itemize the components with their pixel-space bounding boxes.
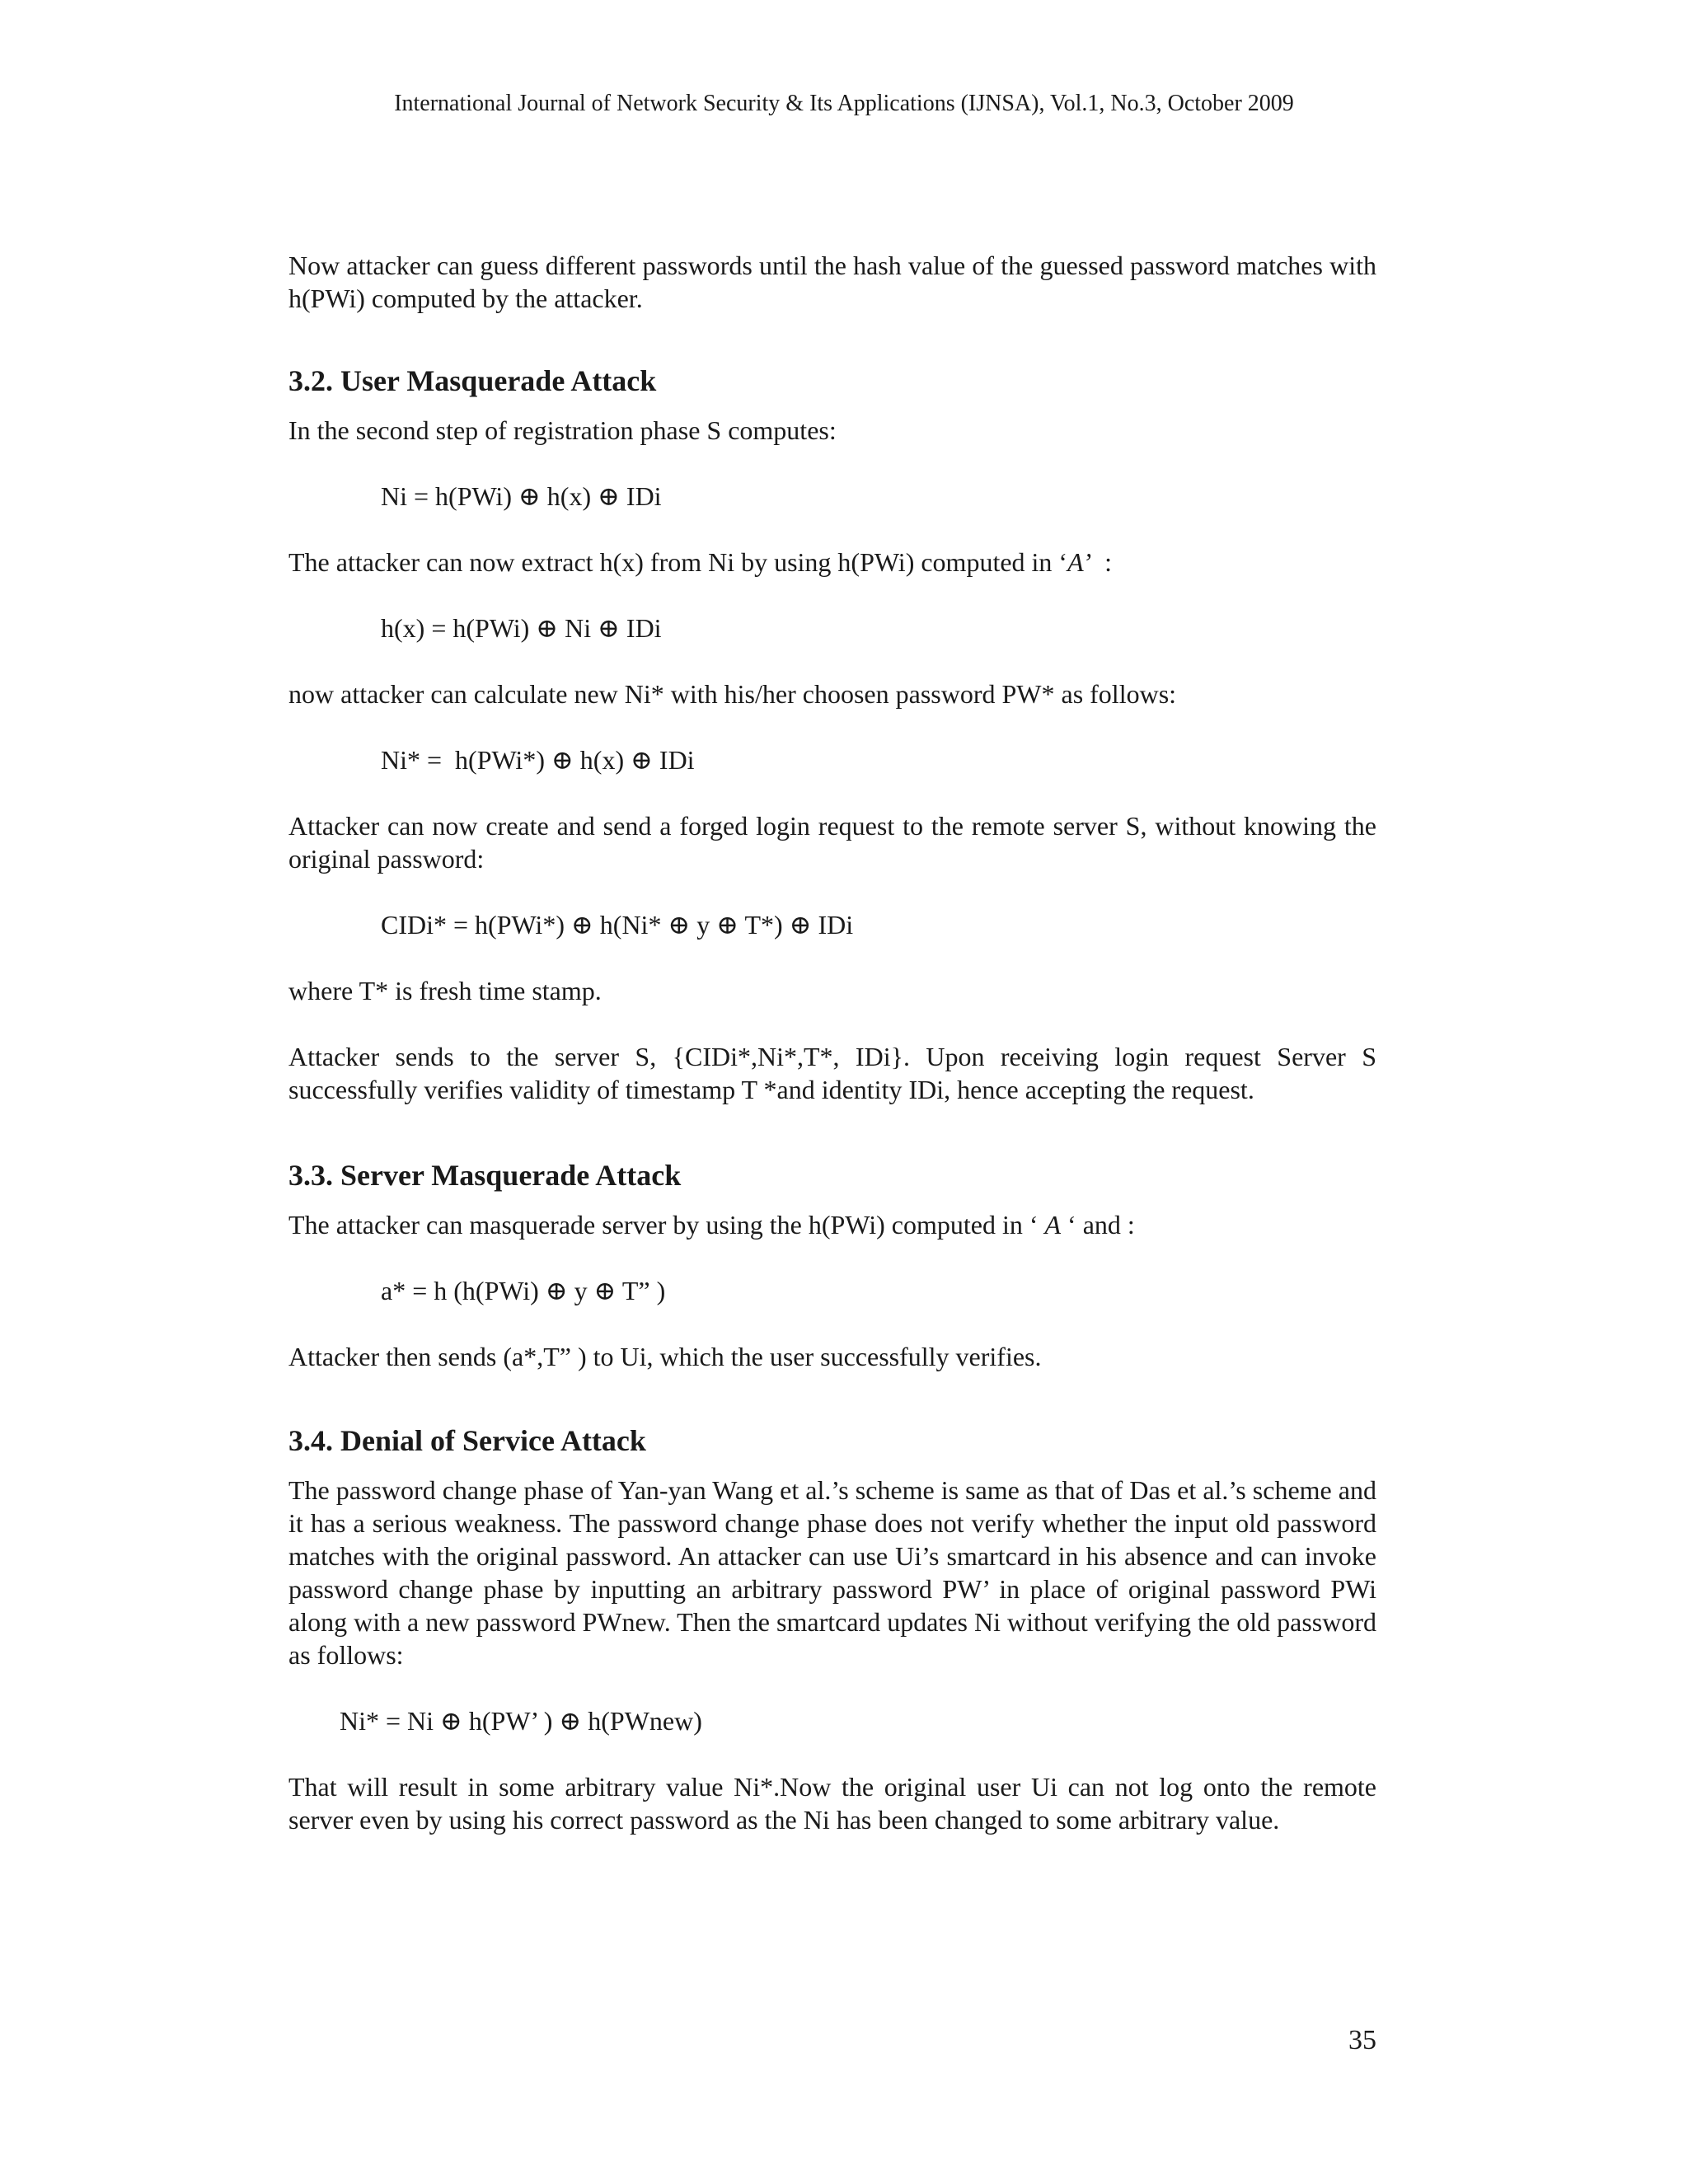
- section-3-2-paragraph-4: Attacker can now create and send a forged login request to the remote server S, without knowing the original password:: [288, 811, 1376, 874]
- page-number: 35: [1348, 2025, 1376, 2055]
- section-3-2-heading: 3.2. User Masquerade Attack: [288, 364, 657, 397]
- section-3-2-paragraph-2: [288, 546, 1376, 579]
- equation-cidi-star: CIDi* = h(PWi*) ⊕ h(Ni* ⊕ y ⊕ T*) ⊕ IDi: [381, 910, 854, 940]
- equation-ni-star: Ni* = h(PWi*) ⊕ h(x) ⊕ IDi: [381, 745, 695, 775]
- equation-ni-star-update: Ni* = Ni ⊕ h(PW’ ) ⊕ h(PWnew): [340, 1706, 702, 1736]
- running-header: International Journal of Network Security & Its Applications (IJNSA), Vol.1, No.3, October 2009: [394, 91, 1294, 116]
- reference-a: A: [1044, 1210, 1062, 1240]
- equation-a-star: a* = h (h(PWi) ⊕ y ⊕ T” ): [381, 1276, 666, 1305]
- equation-ni: Ni = h(PWi) ⊕ h(x) ⊕ IDi: [381, 481, 662, 511]
- paragraph-1-text: The attacker can masquerade server by using the h(PWi) computed in ‘: [288, 1210, 1045, 1240]
- section-3-3-paragraph-1: [288, 1208, 1376, 1241]
- section-3-2-paragraph-3: now attacker can calculate new Ni* with his/her choosen password PW* as follows:: [288, 679, 1177, 709]
- paragraph-2-tail: :: [1091, 547, 1112, 577]
- section-3-4-paragraph-2: That will result in some arbitrary value Ni*.Now the original user Ui can not log onto the remote server even by using his correct password as the Ni has been changed to some arbitrary value.: [288, 1772, 1376, 1835]
- reference-a: A’: [1067, 547, 1092, 577]
- section-3-3-paragraph-2: Attacker then sends (a*,T” ) to Ui, which the user successfully verifies.: [288, 1342, 1042, 1371]
- section-3-3-heading: 3.3. Server Masquerade Attack: [288, 1159, 682, 1192]
- section-3-2-paragraph-1: In the second step of registration phase S computes:: [288, 415, 837, 445]
- section-3-2-paragraph-5: where T* is fresh time stamp.: [288, 976, 602, 1005]
- intro-paragraph: Now attacker can guess different passwords until the hash value of the guessed password matches with h(PWi) computed by the attacker.: [288, 251, 1376, 313]
- section-3-4-paragraph-1: The password change phase of Yan-yan Wang et al.’s scheme is same as that of Das et al.’s scheme and it has a serious weakness. The password change phase does not verify whether the input old password matches with the original password. An attacker can use Ui’s smartcard in his absence and can invoke password change phase by inputting an arbitrary password PW’ in place of original password PWi along with a new password PWnew. Then the smartcard updates Ni without verifying the old password as follows:: [288, 1475, 1376, 1670]
- paragraph-1-tail: ‘ and :: [1061, 1210, 1135, 1240]
- paragraph-2-text: The attacker can now extract h(x) from Ni by using h(PWi) computed in ‘: [288, 547, 1068, 577]
- section-3-4-heading: 3.4. Denial of Service Attack: [288, 1424, 646, 1457]
- equation-hx: h(x) = h(PWi) ⊕ Ni ⊕ IDi: [381, 613, 662, 643]
- section-3-2-paragraph-6: Attacker sends to the server S, {CIDi*,Ni*,T*, IDi}. Upon receiving login request Server S successfully verifies validity of timestamp T *and identity IDi, hence accepting the request.: [288, 1042, 1376, 1104]
